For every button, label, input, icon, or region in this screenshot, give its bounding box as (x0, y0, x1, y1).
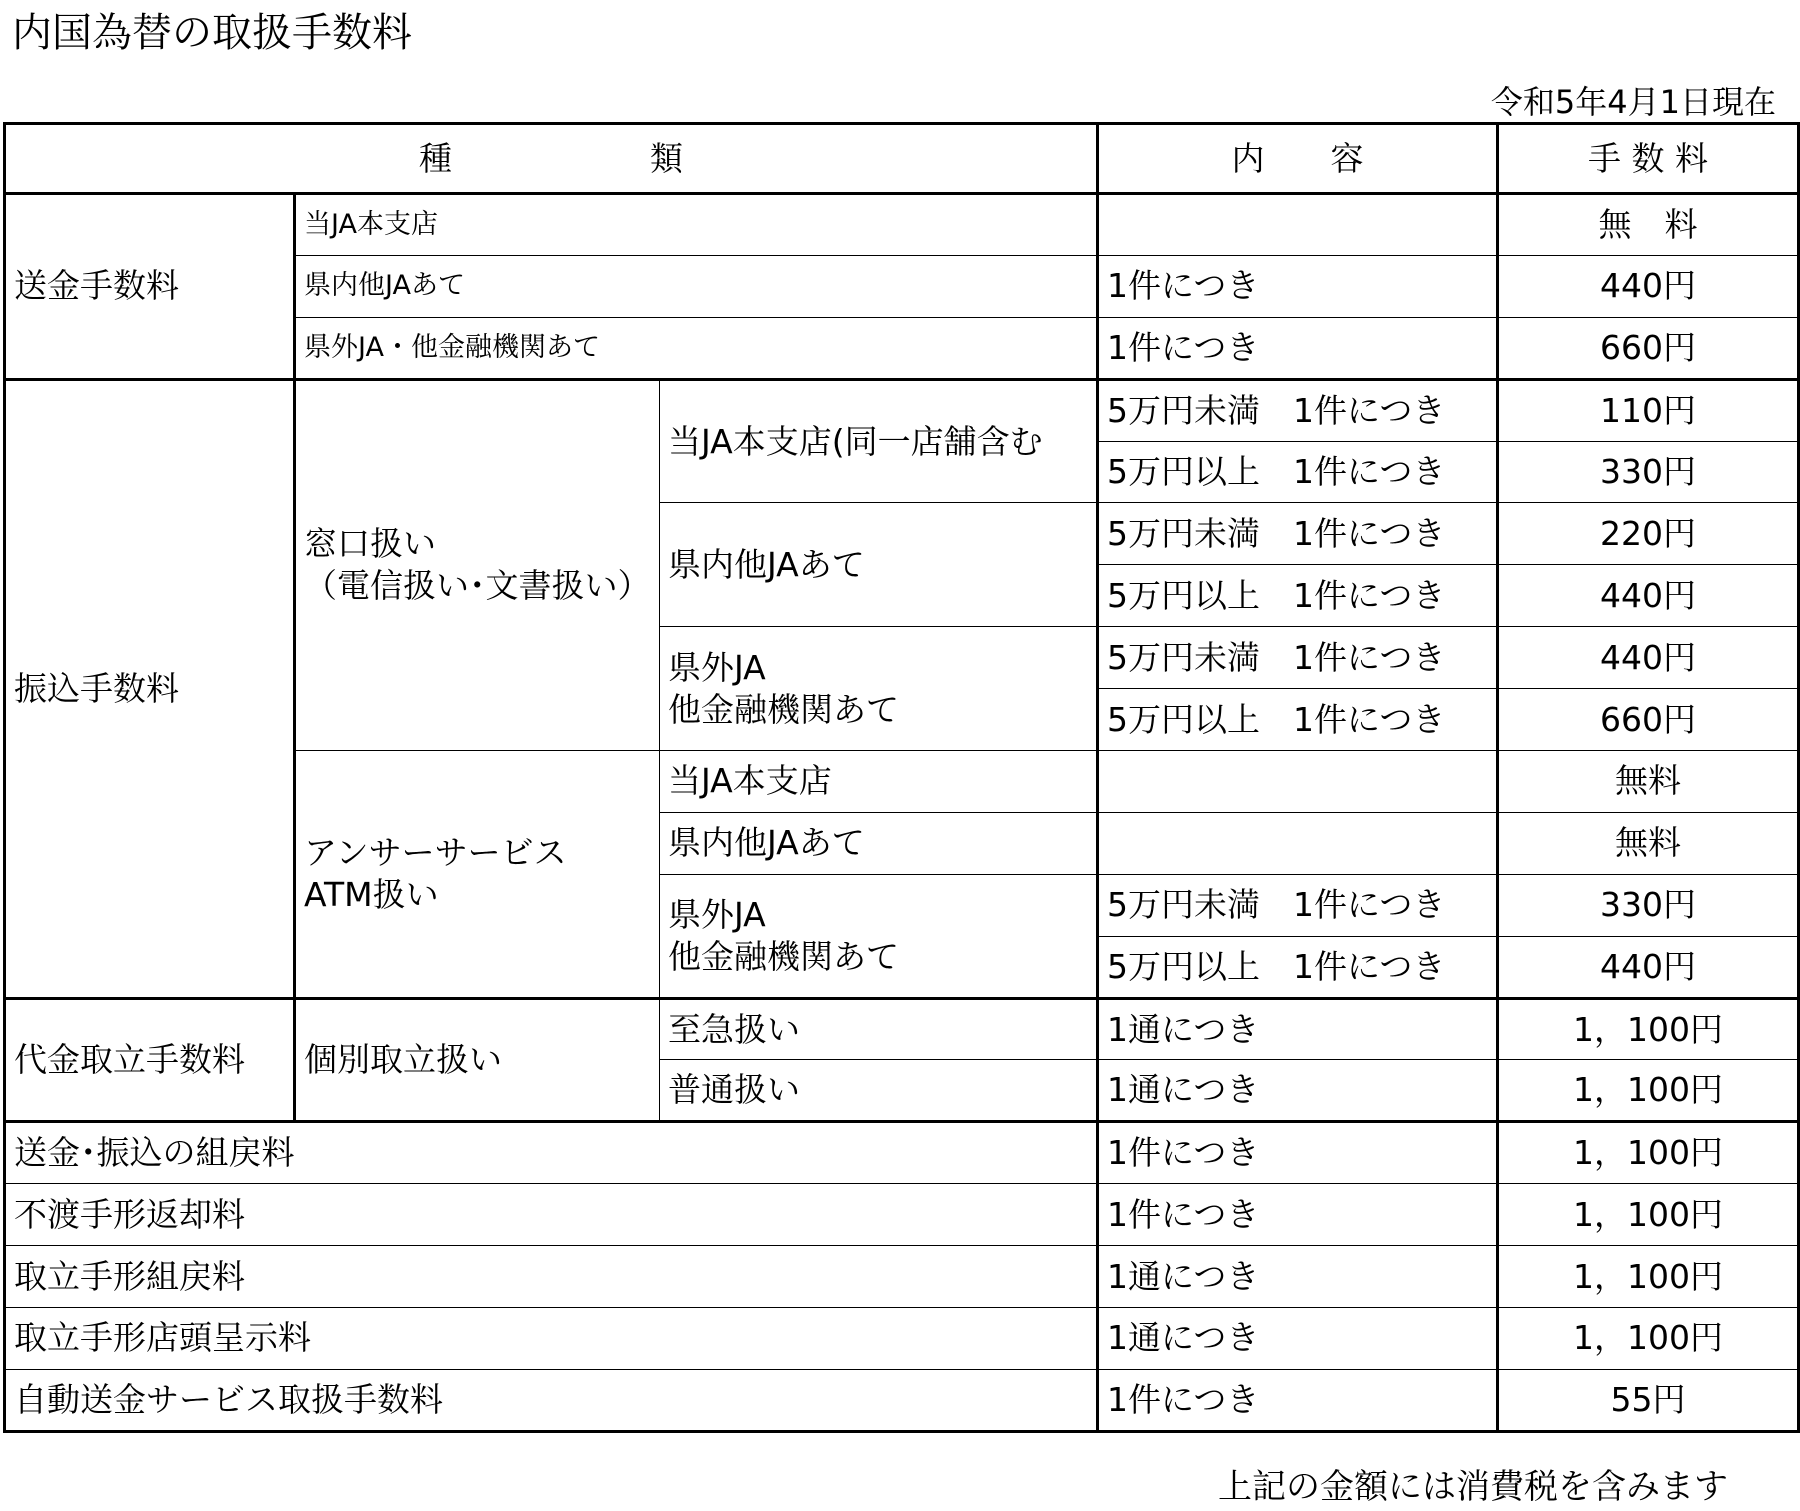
table-row (5, 1369, 1799, 1431)
remittance-content (1098, 194, 1498, 256)
misc-content: 1通につき (1098, 1308, 1498, 1370)
transfer-fee: 330円 (1498, 441, 1799, 503)
transfer-window-label-line2: （電信扱い･文書扱い） (304, 566, 651, 606)
transfer-fee: 440円 (1498, 936, 1799, 998)
tax-note: 上記の金額には消費税を含みます (1218, 1467, 1728, 1507)
transfer-content: 5万円以上 1件につき (1098, 441, 1498, 503)
misc-label: 自動送金サービス取扱手数料 (5, 1369, 1098, 1431)
table-row (5, 379, 1799, 441)
transfer-fee: 660円 (1498, 689, 1799, 751)
transfer-dest-line2: 他金融機関あて (668, 689, 899, 729)
collection-sub-label: 個別取立扱い (295, 998, 660, 1122)
transfer-dest (660, 627, 1098, 751)
collection-type: 至急扱い (660, 998, 1098, 1060)
transfer-fee: 440円 (1498, 565, 1799, 627)
transfer-dest (660, 874, 1098, 998)
transfer-fee: 無料 (1498, 812, 1799, 874)
remittance-type: 当JA本支店 (295, 194, 1098, 256)
transfer-dest-line1: 県内他JAあて (668, 544, 865, 584)
table-row (5, 1122, 1799, 1184)
remittance-label: 送金手数料 (5, 194, 295, 380)
table-row (5, 1308, 1799, 1370)
remittance-fee: 無 料 (1498, 194, 1799, 256)
table-header-row (5, 124, 1799, 194)
transfer-dest-line1: 当JA本支店(同一店舗含む (668, 421, 1043, 461)
header-content: 内 容 (1098, 124, 1498, 194)
remittance-type: 県外JA・他金融機関あて (295, 317, 1098, 379)
remittance-type: 県内他JAあて (295, 255, 1098, 317)
misc-fee: 1，100円 (1498, 1246, 1799, 1308)
table-row (5, 998, 1799, 1060)
misc-content: 1件につき (1098, 1122, 1498, 1184)
collection-type: 普通扱い (660, 1060, 1098, 1122)
misc-label: 不渡手形返却料 (5, 1184, 1098, 1246)
transfer-content (1098, 751, 1498, 813)
transfer-dest (660, 503, 1098, 627)
collection-label: 代金取立手数料 (5, 998, 295, 1122)
transfer-content: 5万円未満 1件につき (1098, 874, 1498, 936)
remittance-content: 1件につき (1098, 317, 1498, 379)
transfer-content: 5万円未満 1件につき (1098, 627, 1498, 689)
transfer-content: 5万円未満 1件につき (1098, 503, 1498, 565)
transfer-content: 5万円以上 1件につき (1098, 565, 1498, 627)
remittance-fee: 660円 (1498, 317, 1799, 379)
collection-content: 1通につき (1098, 1060, 1498, 1122)
transfer-fee: 110円 (1498, 379, 1799, 441)
transfer-content: 5万円以上 1件につき (1098, 936, 1498, 998)
collection-content: 1通につき (1098, 998, 1498, 1060)
transfer-dest: 県内他JAあて (660, 812, 1098, 874)
transfer-window-label (295, 379, 660, 750)
misc-label: 取立手形店頭呈示料 (5, 1308, 1098, 1370)
misc-fee: 1，100円 (1498, 1122, 1799, 1184)
misc-label: 送金･振込の組戻料 (5, 1122, 1098, 1184)
transfer-fee: 440円 (1498, 627, 1799, 689)
table-row (5, 194, 1799, 256)
collection-fee: 1，100円 (1498, 1060, 1799, 1122)
transfer-content (1098, 812, 1498, 874)
table-row (5, 1246, 1799, 1308)
table-row (5, 1184, 1799, 1246)
transfer-dest-line1: 県外JA (668, 894, 766, 934)
transfer-window-label-line1: 窓口扱い (304, 524, 436, 564)
misc-fee: 1，100円 (1498, 1184, 1799, 1246)
transfer-content: 5万円以上 1件につき (1098, 689, 1498, 751)
misc-label: 取立手形組戻料 (5, 1246, 1098, 1308)
header-fee: 手 数 料 (1498, 124, 1799, 194)
fee-table (3, 122, 1800, 1433)
transfer-content: 5万円未満 1件につき (1098, 379, 1498, 441)
remittance-fee: 440円 (1498, 255, 1799, 317)
header-kind: 種 類 (5, 124, 1098, 194)
transfer-atm-label (295, 751, 660, 999)
misc-fee: 55円 (1498, 1369, 1799, 1431)
transfer-atm-label-line2: ATM扱い (304, 874, 439, 914)
transfer-dest-line1: 県外JA (668, 647, 766, 687)
misc-content: 1通につき (1098, 1246, 1498, 1308)
remittance-content: 1件につき (1098, 255, 1498, 317)
transfer-label: 振込手数料 (5, 379, 295, 998)
transfer-dest-line2: 他金融機関あて (668, 936, 899, 976)
transfer-fee: 220円 (1498, 503, 1799, 565)
as-of-date: 令和5年4月1日現在 (1490, 83, 1776, 121)
transfer-atm-label-line1: アンサーサービス (304, 832, 567, 872)
page-title: 内国為替の取扱手数料 (12, 10, 412, 56)
misc-content: 1件につき (1098, 1184, 1498, 1246)
transfer-fee: 無料 (1498, 751, 1799, 813)
collection-fee: 1，100円 (1498, 998, 1799, 1060)
misc-fee: 1，100円 (1498, 1308, 1799, 1370)
transfer-dest (660, 379, 1098, 503)
transfer-dest: 当JA本支店 (660, 751, 1098, 813)
transfer-fee: 330円 (1498, 874, 1799, 936)
misc-content: 1件につき (1098, 1369, 1498, 1431)
